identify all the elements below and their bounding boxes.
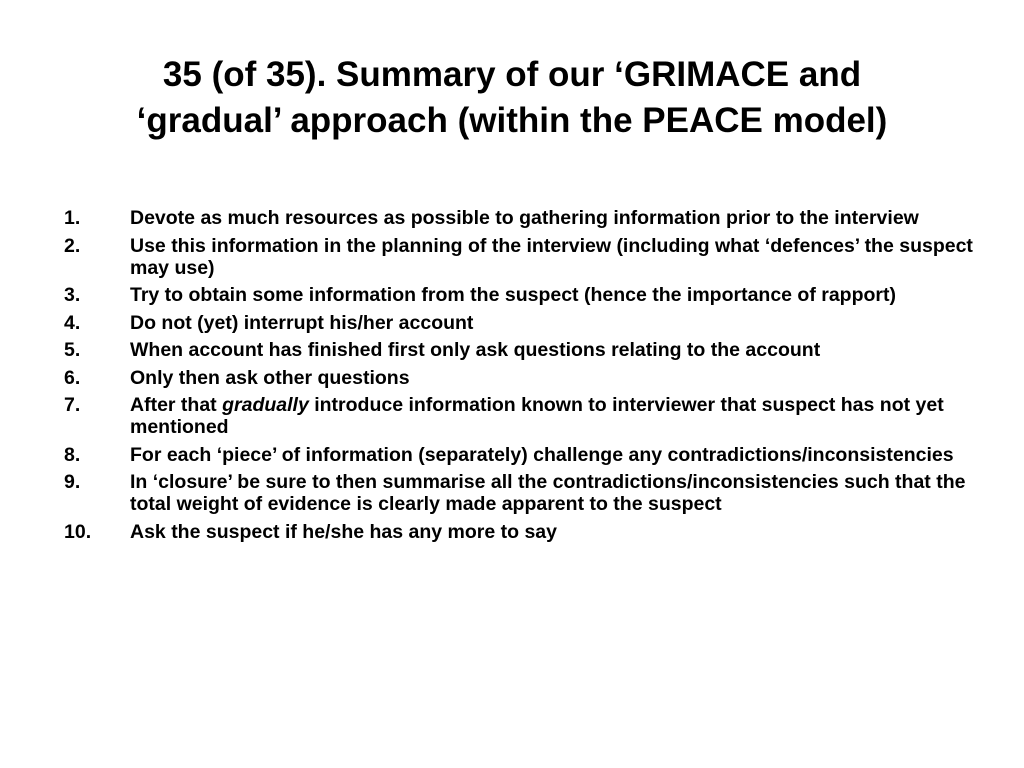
list-item-text: When account has finished first only ask questions relating to the account <box>130 339 821 361</box>
slide-title <box>40 52 984 144</box>
list-item-6 <box>64 367 974 389</box>
list-item-text: Ask the suspect if he/she has any more to say <box>130 520 557 543</box>
list-item-number: 6. <box>64 366 81 389</box>
summary-list <box>64 207 974 548</box>
list-item-number: 3. <box>64 284 81 306</box>
list-item-5 <box>64 339 974 361</box>
list-item-8 <box>64 444 974 466</box>
list-item-text-before: After that <box>130 394 217 416</box>
list-item-text: For each ‘piece’ of information (separately) challenge any contradictions/inconsistencies <box>130 443 954 466</box>
list-item-text: Devote as much resources as possible to gathering information prior to the interview <box>130 207 919 229</box>
list-item-2 <box>64 235 974 279</box>
slide-title-line-2: ‘gradual’ approach (within the PEACE model) <box>136 101 888 140</box>
list-item-text-after: introduce information known to interviewer that suspect has not yet mentioned <box>130 394 944 438</box>
list-item-10 <box>64 521 974 543</box>
list-item-text: Do not (yet) interrupt his/her account <box>130 311 474 334</box>
list-item-text: Try to obtain some information from the suspect (hence the importance of rapport) <box>130 284 896 306</box>
list-item-text: In ‘closure’ be sure to then summarise all the contradictions/inconsistencies such that the total weight of evidence is clearly made apparent to the suspect <box>130 471 966 515</box>
list-item-4 <box>64 312 974 334</box>
list-item-9 <box>64 471 974 515</box>
list-item-text: Use this information in the planning of the interview (including what ‘defences’ the suspect may use) <box>130 234 973 279</box>
list-item-number: 7. <box>64 394 81 416</box>
list-item-number: 8. <box>64 443 81 466</box>
list-item-number: 1. <box>64 207 81 229</box>
list-item-number: 2. <box>64 234 81 257</box>
list-item-text: Only then ask other questions <box>130 366 410 389</box>
list-item-number: 10. <box>64 520 92 543</box>
list-item-emphasis: gradually <box>222 394 309 416</box>
list-item-1 <box>64 207 974 229</box>
list-item-number: 4. <box>64 311 81 334</box>
list-item-number: 9. <box>64 471 81 493</box>
slide-title-line-1: 35 (of 35). Summary of our ‘GRIMACE and <box>162 55 862 94</box>
list-item-7 <box>64 394 974 438</box>
list-item-number: 5. <box>64 339 81 361</box>
list-item-3 <box>64 284 974 306</box>
